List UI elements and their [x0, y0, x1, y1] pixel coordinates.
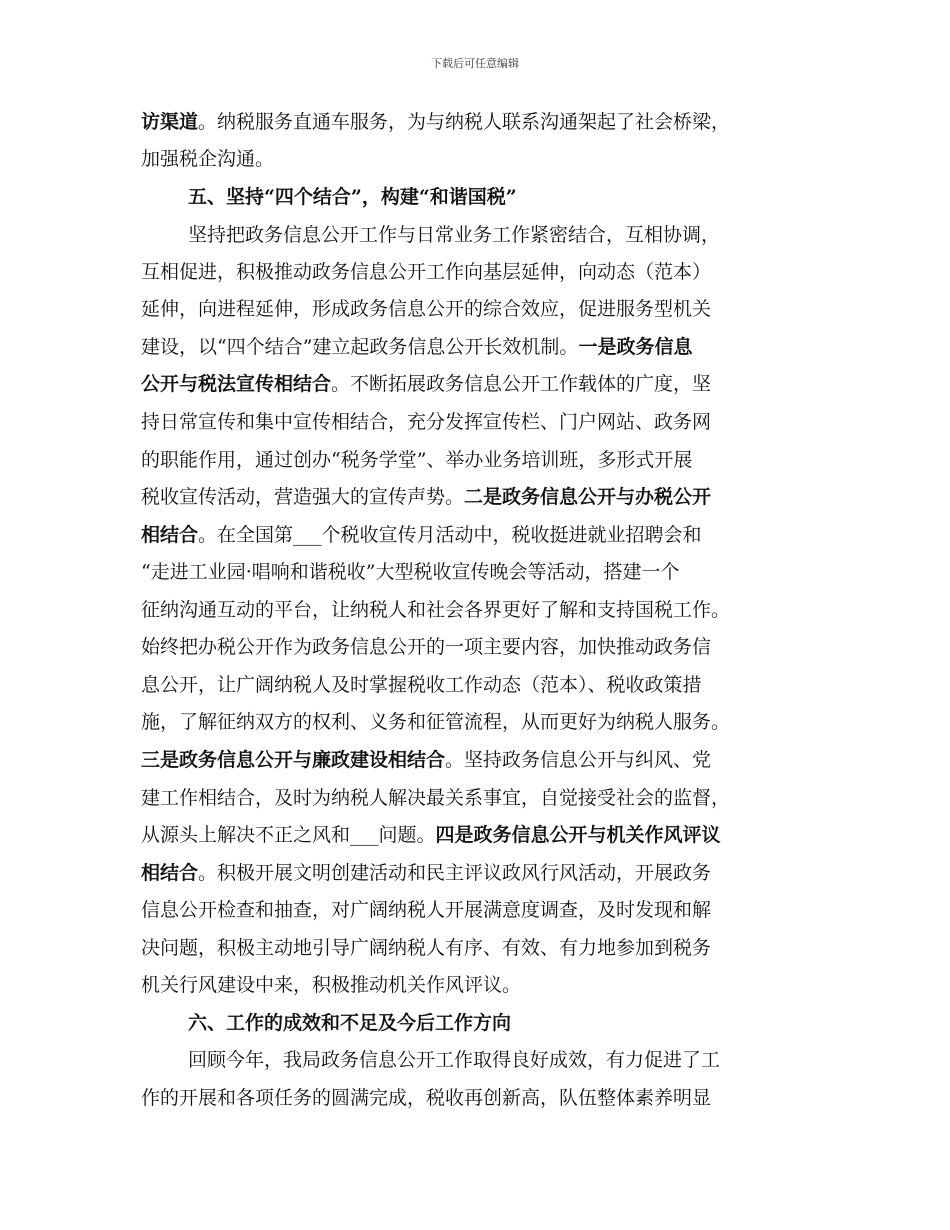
bold-text-run: 五、坚持“四个结合”，构建“和谐国税” — [188, 186, 517, 208]
text-line — [141, 676, 702, 695]
text-run: 建设，以“四个结合”建立起政务信息公开长效机制。 — [141, 336, 579, 358]
bold-text-run: 六、工作的成效和不足及今后工作方向 — [188, 1012, 512, 1034]
text-run: 。纳税服务直通车服务，为与纳税人联系沟通架起了社会桥梁， — [198, 111, 731, 133]
text-run: 的职能作用，通过创办“税务学堂”、举办业务培训班，多形式开展 — [141, 449, 693, 471]
bold-text-run: 访渠道 — [141, 111, 199, 133]
text-run: 信息公开检查和抽查，对广阔纳税人开展满意度调查，及时发现和解 — [141, 899, 712, 921]
text-line — [141, 263, 711, 282]
text-run: 从源头上解决不正之风和___问题。 — [141, 824, 436, 846]
text-line — [141, 826, 721, 845]
text-line — [141, 526, 702, 545]
text-line — [141, 338, 692, 357]
text-line — [141, 300, 711, 319]
text-line — [141, 713, 730, 732]
text-line — [188, 1051, 720, 1070]
text-run: 。不断拓展政务信息公开工作载体的广度，坚 — [331, 373, 712, 395]
text-line — [141, 976, 521, 995]
text-line — [188, 226, 720, 245]
bold-text-run: 相结合 — [141, 862, 199, 884]
text-run: 互相促进，积极推动政务信息公开工作向基层延伸，向动态（范本） — [141, 261, 712, 283]
text-run: 加强税企沟通。 — [141, 148, 275, 170]
text-line — [141, 638, 711, 657]
page-header: 下载后可任意编辑 — [431, 57, 519, 70]
text-line — [141, 451, 692, 470]
text-line — [141, 488, 711, 507]
text-line — [141, 1089, 711, 1108]
text-run: 。坚持政务信息公开与纠风、党 — [445, 749, 712, 771]
text-line — [141, 864, 711, 883]
text-line — [141, 150, 274, 169]
text-run: “走进工业园·唱响和谐税收”大型税收宣传晚会等活动，搭建一个 — [141, 561, 680, 583]
text-line — [188, 188, 517, 207]
text-run: 持日常宣传和集中宣传相结合，充分发挥宣传栏、门户网站、政务网 — [141, 411, 712, 433]
text-run: 坚持把政务信息公开工作与日常业务工作紧密结合，互相协调， — [188, 224, 721, 246]
bold-text-run: 二是政务信息公开与办税公开 — [464, 486, 712, 508]
text-run: 税收宣传活动，营造强大的宣传声势。 — [141, 486, 465, 508]
text-run: 作的开展和各项任务的圆满完成，税收再创新高，队伍整体素养明显 — [141, 1087, 712, 1109]
text-run: 回顾今年，我局政务信息公开工作取得良好成效，有力促进了工 — [188, 1049, 721, 1071]
text-line — [141, 751, 711, 770]
text-run: 息公开，让广阔纳税人及时掌握税收工作动态（范本）、税收政策措 — [141, 674, 702, 696]
bold-text-run: 一是政务信息 — [578, 336, 693, 358]
text-run: 延伸，向进程延伸，形成政务信息公开的综合效应，促进服务型机关 — [141, 298, 712, 320]
text-run: 施，了解征纳双方的权利、义务和征管流程，从而更好为纳税人服务。 — [141, 711, 731, 733]
text-line — [141, 563, 679, 582]
text-run: 征纳沟通互动的平台，让纳税人和社会各界更好了解和支持国税工作。 — [141, 599, 731, 621]
text-line — [141, 375, 711, 394]
text-line — [141, 789, 730, 808]
text-line — [141, 413, 711, 432]
bold-text-run: 三是政务信息公开与廉政建设相结合 — [141, 749, 446, 771]
text-line — [141, 601, 730, 620]
text-run: 建工作相结合，及时为纳税人解决最关系事宜，自觉接受社会的监督， — [141, 787, 731, 809]
bold-text-run: 公开与税法宣传相结合 — [141, 373, 332, 395]
bold-text-run: 相结合 — [141, 524, 199, 546]
text-run: 决问题，积极主动地引导广阔纳税人有序、有效、有力地参加到税务 — [141, 937, 712, 959]
text-run: 机关行风建设中来，积极推动机关作风评议。 — [141, 974, 522, 996]
text-line — [188, 1014, 511, 1033]
text-run: 。积极开展文明创建活动和民主评议政风行风活动，开展政务 — [198, 862, 712, 884]
text-run: 始终把办税公开作为政务信息公开的一项主要内容，加快推动政务信 — [141, 636, 712, 658]
text-line — [141, 901, 711, 920]
text-line — [141, 939, 711, 958]
text-run: 。在全国第___个税收宣传月活动中，税收挺进就业招聘会和 — [198, 524, 702, 546]
bold-text-run: 四是政务信息公开与机关作风评议 — [435, 824, 721, 846]
text-line — [141, 113, 730, 132]
